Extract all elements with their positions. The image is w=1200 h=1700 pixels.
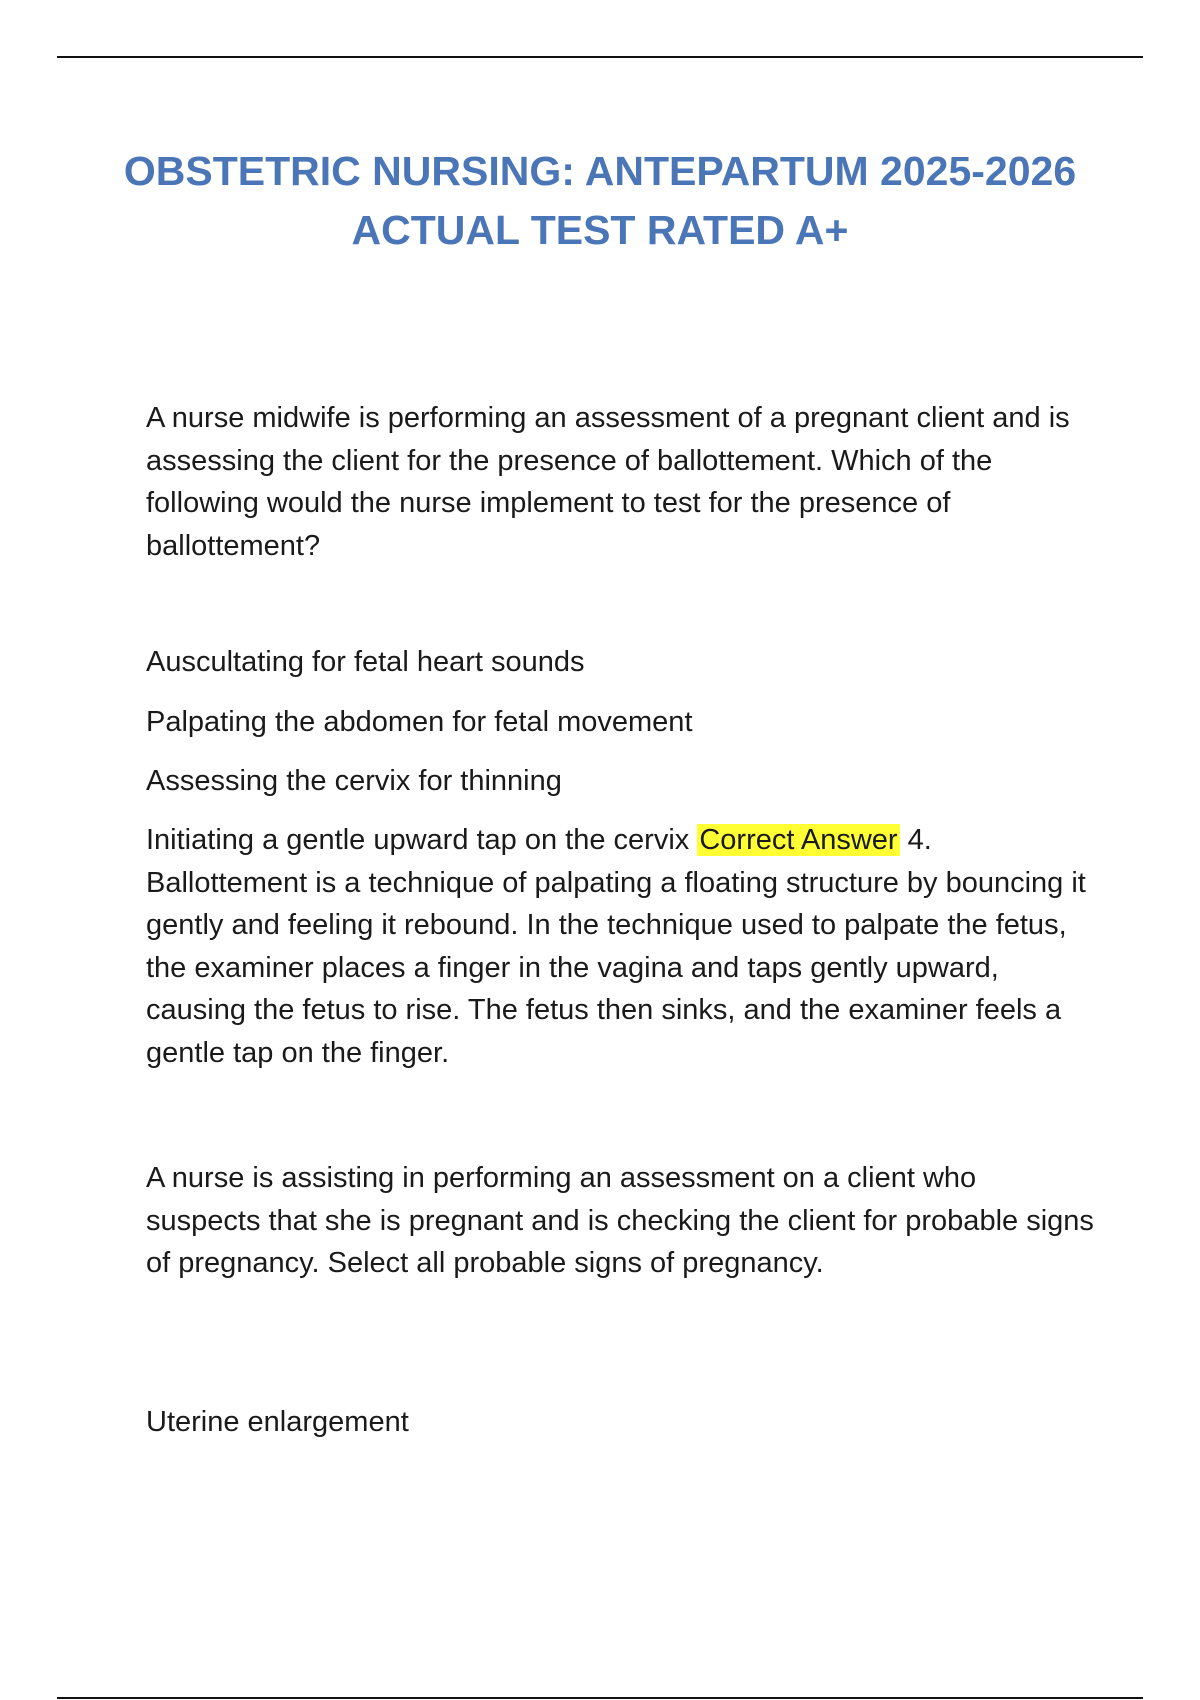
answer-paragraph	[146, 819, 1096, 1074]
option-text: Assessing the cervix for thinning	[146, 765, 562, 797]
answer-explanation: 4. Ballottement is a technique of palpating a floating structure by bouncing it gently and feeling it rebound. In the technique used to palpate the fetus, the examiner places a finger in the vagina and taps gently upward, causing the fetus to rise. The fetus then sinks, and the examiner feels a gentle tap on the finger.	[146, 824, 1086, 1069]
question-1-option-4-with-answer	[146, 819, 1096, 1074]
option-text: Palpating the abdomen for fetal movement	[146, 706, 693, 738]
question-stem-text: A nurse is assisting in performing an assessment on a client who suspects that she is pregnant and is checking the client for probable signs of pregnancy. Select all probable signs of pregnancy.	[146, 1162, 1094, 1279]
correct-answer-highlight: Correct Answer	[699, 824, 898, 856]
bottom-divider	[57, 1697, 1143, 1699]
option-text: Auscultating for fetal heart sounds	[146, 646, 585, 678]
option-text: Uterine enlargement	[146, 1406, 409, 1438]
question-1-option-1	[146, 641, 1096, 684]
question-1-option-3	[146, 760, 1096, 803]
question-1-stem	[146, 397, 1096, 567]
top-divider	[57, 56, 1143, 58]
question-stem-text: A nurse midwife is performing an assessment of a pregnant client and is assessing the client for the presence of ballottement. Which of the following would the nurse implement to test for the presence of ballottement?	[146, 402, 1070, 562]
question-2-option-1	[146, 1401, 1096, 1444]
option-text: Initiating a gentle upward tap on the cervix	[146, 824, 690, 856]
document-title: OBSTETRIC NURSING: ANTEPARTUM 2025-2026 ACTUAL TEST RATED A+	[123, 148, 1077, 253]
question-2-stem	[146, 1157, 1096, 1285]
question-1-option-2	[146, 701, 1096, 744]
